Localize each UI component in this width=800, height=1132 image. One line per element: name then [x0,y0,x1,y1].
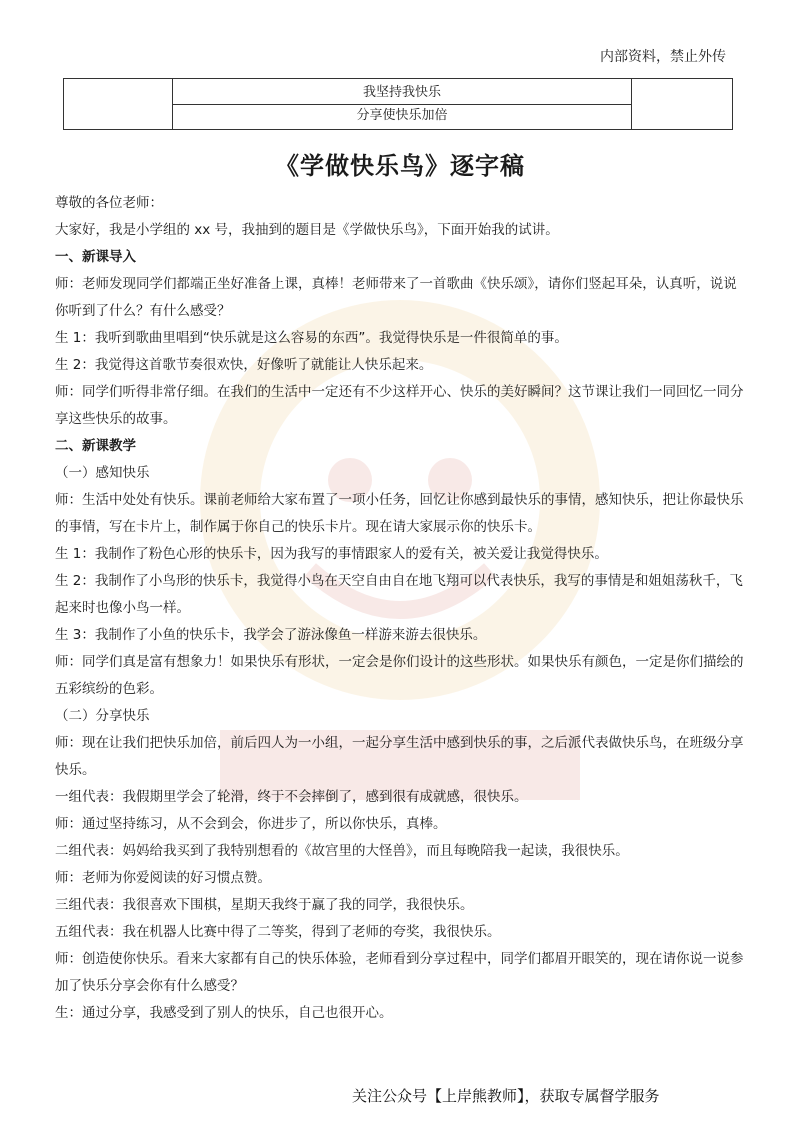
paragraph: 尊敬的各位老师： [55,195,163,211]
paragraph: 生 1：我制作了粉色心形的快乐卡，因为我写的事情跟家人的爱有关，被关爱让我觉得快乐。 [55,546,608,562]
paragraph: 师：老师发现同学们都端正坐好准备上课，真棒！老师带来了一首歌曲《快乐颂》，请你们竖起耳朵，认真听，说说你听到了什么？有什么感受？ [55,276,737,319]
paragraph: 师：老师为你爱阅读的好习惯点赞。 [55,870,271,886]
paragraph: 五组代表：我在机器人比赛中得了二等奖，得到了老师的夸奖，我很快乐。 [55,924,501,940]
paragraph: 师：生活中处处有快乐。课前老师给大家布置了一项小任务，回忆让你感到最快乐的事情，感知快乐，把让你最快乐的事情，写在卡片上，制作属于你自己的快乐卡片。现在请大家展示你的快乐卡。 [55,492,744,535]
header-box [63,78,733,130]
paragraph: （一）感知快乐 [55,465,150,481]
paragraph: 一组代表：我假期里学会了轮滑，终于不会摔倒了，感到很有成就感，很快乐。 [55,789,528,805]
paragraph: 师：同学们真是富有想象力！如果快乐有形状，一定会是你们设计的这些形状。如果快乐有颜色，一定是你们描绘的五彩缤纷的色彩。 [55,654,744,697]
paragraph: 生 1：我听到歌曲里唱到“快乐就是这么容易的东西”。我觉得快乐是一件很简单的事。 [55,330,568,346]
paragraph: 师：创造使你快乐。看来大家都有自己的快乐体验，老师看到分享过程中，同学们都眉开眼笑的，现在请你说一说参加了快乐分享会你有什么感受？ [55,951,744,994]
internal-notice: 内部资料，禁止外传 [600,49,726,65]
paragraph: 二组代表：妈妈给我买到了我特别想看的《故宫里的大怪兽》，而且每晚陪我一起读，我很快乐。 [55,843,629,859]
paragraph: 生 2：我觉得这首歌节奏很欢快，好像听了就能让人快乐起来。 [55,357,433,373]
section-heading: 一、新课导入 [55,249,136,265]
paragraph: 生：通过分享，我感受到了别人的快乐，自己也很开心。 [55,1005,393,1021]
paragraph: 三组代表：我很喜欢下围棋，星期天我终于赢了我的同学，我很快乐。 [55,897,474,913]
header-line-2: 分享使快乐加倍 [356,107,448,123]
header-line-1: 我坚持我快乐 [362,84,441,100]
footer-promo: 关注公众号【上岸熊教师】，获取专属督学服务 [352,1087,660,1105]
paragraph: 生 2：我制作了小鸟形的快乐卡，我觉得小鸟在天空自由自在地飞翔可以代表快乐，我写的事情是和姐姐荡秋千，飞起来时也像小鸟一样。 [55,573,743,616]
paragraph: 大家好，我是小学组的 xx 号，我抽到的题目是《学做快乐鸟》，下面开始我的试讲。 [55,222,559,238]
document-body [55,190,745,1027]
page-title: 《学做快乐鸟》逐字稿 [275,152,525,180]
paragraph: 师：现在让我们把快乐加倍，前后四人为一小组，一起分享生活中感到快乐的事，之后派代表做快乐鸟，在班级分享快乐。 [55,735,744,778]
header-inner [172,79,632,129]
section-heading: 二、新课教学 [55,438,136,454]
paragraph: 生 3：我制作了小鱼的快乐卡，我学会了游泳像鱼一样游来游去很快乐。 [55,627,487,643]
paragraph: 师：通过坚持练习，从不会到会，你进步了，所以你快乐，真棒。 [55,816,447,832]
paragraph: 师：同学们听得非常仔细。在我们的生活中一定还有不少这样开心、快乐的美好瞬间？这节课让我们一同回忆一同分享这些快乐的故事。 [55,384,744,427]
paragraph: （二）分享快乐 [55,708,150,724]
